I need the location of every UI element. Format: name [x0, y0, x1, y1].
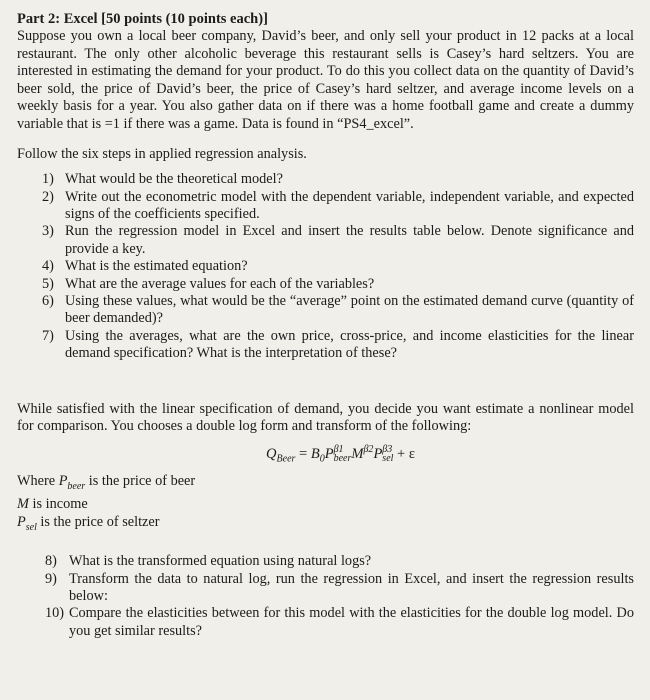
- list-item: 6) Using these values, what would be the “average” point on the estimated demand curve (quantity of beer demanded)?: [42, 293, 634, 327]
- list-item: 9) Transform the data to natural log, run the regression in Excel, and insert the regression results below:: [45, 570, 634, 605]
- list-item: 7) Using the averages, what are the own price, cross-price, and income elasticities for the linear demand specification? What is the interpretation of these?: [42, 327, 634, 362]
- list-item: 10) Compare the elasticities between for this model with the elasticities for the double log model. Do you get similar results?: [45, 605, 634, 639]
- nonlinear-intro-paragraph: While satisfied with the linear specification of demand, you decide you want estimate a nonlinear model for comparison. You chooses a double log form and transform of the following:: [17, 400, 634, 435]
- list-item: 8) What is the transformed equation using natural logs?: [45, 553, 372, 570]
- list-item: 5) What are the average values for each of the variables?: [42, 275, 375, 292]
- follow-instruction: Follow the six steps in applied regression analysis.: [17, 145, 307, 162]
- variable-definitions: [17, 472, 634, 538]
- demand-equation: $Q_{Beer} = B_0P$ β1 beer $M^{\beta 2}P$ β3 sel + ε: [266, 443, 415, 465]
- definition-pbeer: Where $P_{beer}$ is the price of beer: [17, 472, 196, 492]
- list-item: 1) What would be the theoretical model?: [42, 171, 283, 188]
- list-item: 4) What is the estimated equation?: [42, 258, 248, 275]
- list-item: 3) Run the regression model in Excel and insert the results table below. Denote significance and provide a key.: [42, 223, 634, 257]
- question-list-1: [17, 171, 634, 362]
- intro-paragraph: Suppose you own a local beer company, David’s beer, and only sell your product in 12 packs at a local restaurant. The only other alcoholic beverage this restaurant sells is Casey’s hard seltzers. You are interested in estimating the demand for your product. To do this you collect data on the quantity of David’s beer sold, the price of David’s beer, the price of Casey’s hard seltzer, and average income levels on a weekly basis for a year. You also gather data on if there was a home football game and create a dummy variable that is =1 if there was a game. Data is found in “PS4_excel”.: [17, 28, 634, 132]
- definition-m: M is income: [17, 496, 88, 513]
- definition-psel: $P_{sel}$ is the price of seltzer: [17, 514, 160, 534]
- list-item: 2) Write out the econometric model with the dependent variable, independent variable, and expected signs of the coefficients specified.: [42, 188, 634, 222]
- section-title: Part 2: Excel [50 points (10 points each)]: [17, 11, 268, 27]
- question-list-2: [17, 553, 634, 640]
